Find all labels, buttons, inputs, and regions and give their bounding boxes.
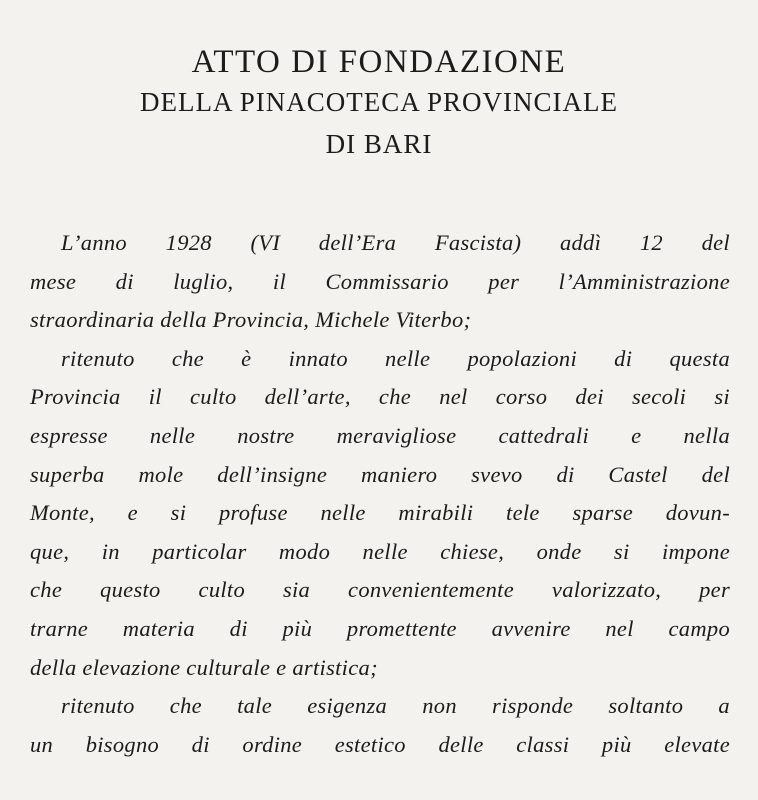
text-line: espresse nelle nostre meravigliose cattedrali e nella xyxy=(30,422,730,448)
text-line: Monte, e si profuse nelle mirabili tele sparse dovun- xyxy=(30,500,730,526)
title-line-3: DI BARI xyxy=(325,129,433,159)
text-line: ritenuto che è innato nelle popolazioni di questa xyxy=(61,345,730,371)
text-line: straordinaria della Provincia, Michele Viterbo; xyxy=(30,307,472,333)
text-line: Provincia il culto dell’arte, che nel corso dei secoli si xyxy=(30,384,730,410)
text-line: que, in particolar modo nelle chiese, onde si impone xyxy=(30,538,730,564)
text-line: della elevazione culturale e artistica; xyxy=(30,654,378,680)
text-line: mese di luglio, il Commissario per l’Amministrazione xyxy=(30,268,730,294)
document-title xyxy=(0,42,758,164)
document-body xyxy=(30,224,730,764)
title-line-2: DELLA PINACOTECA PROVINCIALE xyxy=(140,87,618,117)
text-line: trarne materia di più promettente avvenire nel campo xyxy=(30,615,730,641)
text-line: ritenuto che tale esigenza non risponde soltanto a xyxy=(61,693,730,719)
text-line: che questo culto sia convenientemente valorizzato, per xyxy=(30,577,730,603)
title-line-1: ATTO DI FONDAZIONE xyxy=(191,44,567,80)
text-line: un bisogno di ordine estetico delle classi più elevate xyxy=(30,731,730,757)
text-line: L’anno 1928 (VI dell’Era Fascista) addì 12 del xyxy=(61,230,730,255)
text-line: superba mole dell’insigne maniero svevo di Castel del xyxy=(30,461,730,487)
